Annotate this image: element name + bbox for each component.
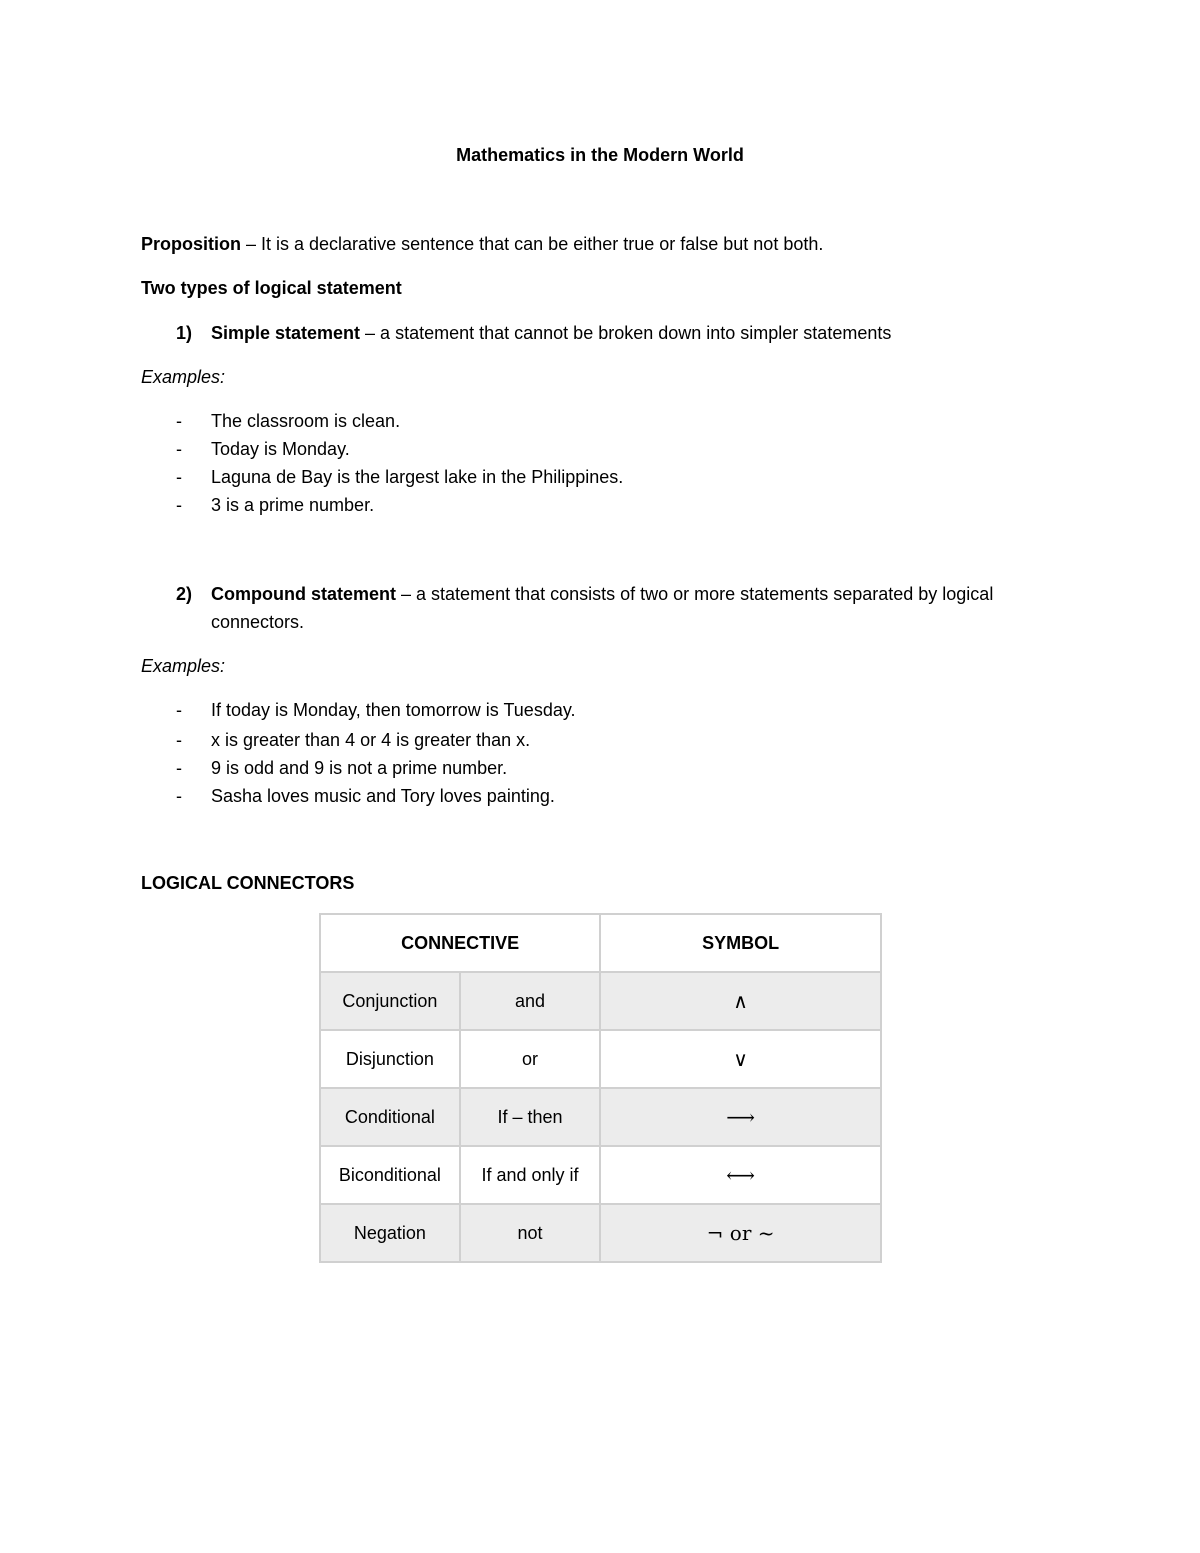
list-item: The classroom is clean. — [211, 411, 401, 431]
connective-word: or — [460, 1030, 600, 1088]
connective-symbol: ∧ — [600, 972, 881, 1030]
list-item: Sasha loves music and Tory loves painting. — [211, 786, 555, 806]
simple-number: 1) — [176, 323, 193, 343]
proposition-definition: – It is a declarative sentence that can be either true or false but not both. — [241, 234, 824, 254]
connective-word: If and only if — [460, 1146, 600, 1204]
connective-symbol: ¬ or ~ — [600, 1204, 881, 1262]
table-row — [320, 972, 881, 1030]
table-header-row — [320, 914, 881, 972]
connective-symbol: ⟶ — [600, 1088, 881, 1146]
bullet-dash: - — [176, 758, 182, 778]
connective-name: Conditional — [320, 1088, 460, 1146]
list-item: If today is Monday, then tomorrow is Tuesday. — [211, 700, 576, 720]
compound-term: Compound statement — [211, 584, 397, 604]
logical-connectors-table — [319, 913, 882, 1263]
connective-name: Negation — [320, 1204, 460, 1262]
bullet-dash: - — [176, 730, 182, 750]
connective-word: not — [460, 1204, 600, 1262]
proposition-term: Proposition — [141, 234, 241, 254]
bullet-dash: - — [176, 439, 182, 459]
types-heading: Two types of logical statement — [141, 278, 402, 298]
connective-word: and — [460, 972, 600, 1030]
header-symbol: SYMBOL — [600, 914, 881, 972]
bullet-dash: - — [176, 786, 182, 806]
list-item: Laguna de Bay is the largest lake in the Philippines. — [211, 467, 624, 487]
bullet-dash: - — [176, 467, 182, 487]
bullet-dash: - — [176, 700, 182, 720]
connectors-heading: LOGICAL CONNECTORS — [141, 873, 355, 893]
compound-statement-line — [211, 581, 993, 607]
compound-definition-continued: connectors. — [211, 612, 305, 632]
header-connective: CONNECTIVE — [320, 914, 600, 972]
table-row — [320, 1204, 881, 1262]
compound-number: 2) — [176, 584, 193, 604]
compound-examples-label: Examples: — [141, 656, 226, 676]
page-title: Mathematics in the Modern World — [456, 145, 744, 165]
table-row — [320, 1088, 881, 1146]
list-item: 3 is a prime number. — [211, 495, 375, 515]
list-item: 9 is odd and 9 is not a prime number. — [211, 758, 508, 778]
connective-symbol: ∨ — [600, 1030, 881, 1088]
bullet-dash: - — [176, 495, 182, 515]
list-item: Today is Monday. — [211, 439, 350, 459]
simple-examples-label: Examples: — [141, 367, 226, 387]
connective-name: Conjunction — [320, 972, 460, 1030]
connective-name: Disjunction — [320, 1030, 460, 1088]
proposition-paragraph — [141, 231, 823, 257]
simple-term: Simple statement — [211, 323, 361, 343]
connective-name: Biconditional — [320, 1146, 460, 1204]
compound-definition: – a statement that consists of two or more statements separated by logical — [396, 584, 994, 604]
table-row — [320, 1030, 881, 1088]
simple-definition: – a statement that cannot be broken down into simpler statements — [360, 323, 892, 343]
connective-symbol: ⟷ — [600, 1146, 881, 1204]
simple-statement-line — [211, 320, 891, 346]
connective-word: If – then — [460, 1088, 600, 1146]
table-row — [320, 1146, 881, 1204]
bullet-dash: - — [176, 411, 182, 431]
list-item: x is greater than 4 or 4 is greater than x. — [211, 730, 531, 750]
